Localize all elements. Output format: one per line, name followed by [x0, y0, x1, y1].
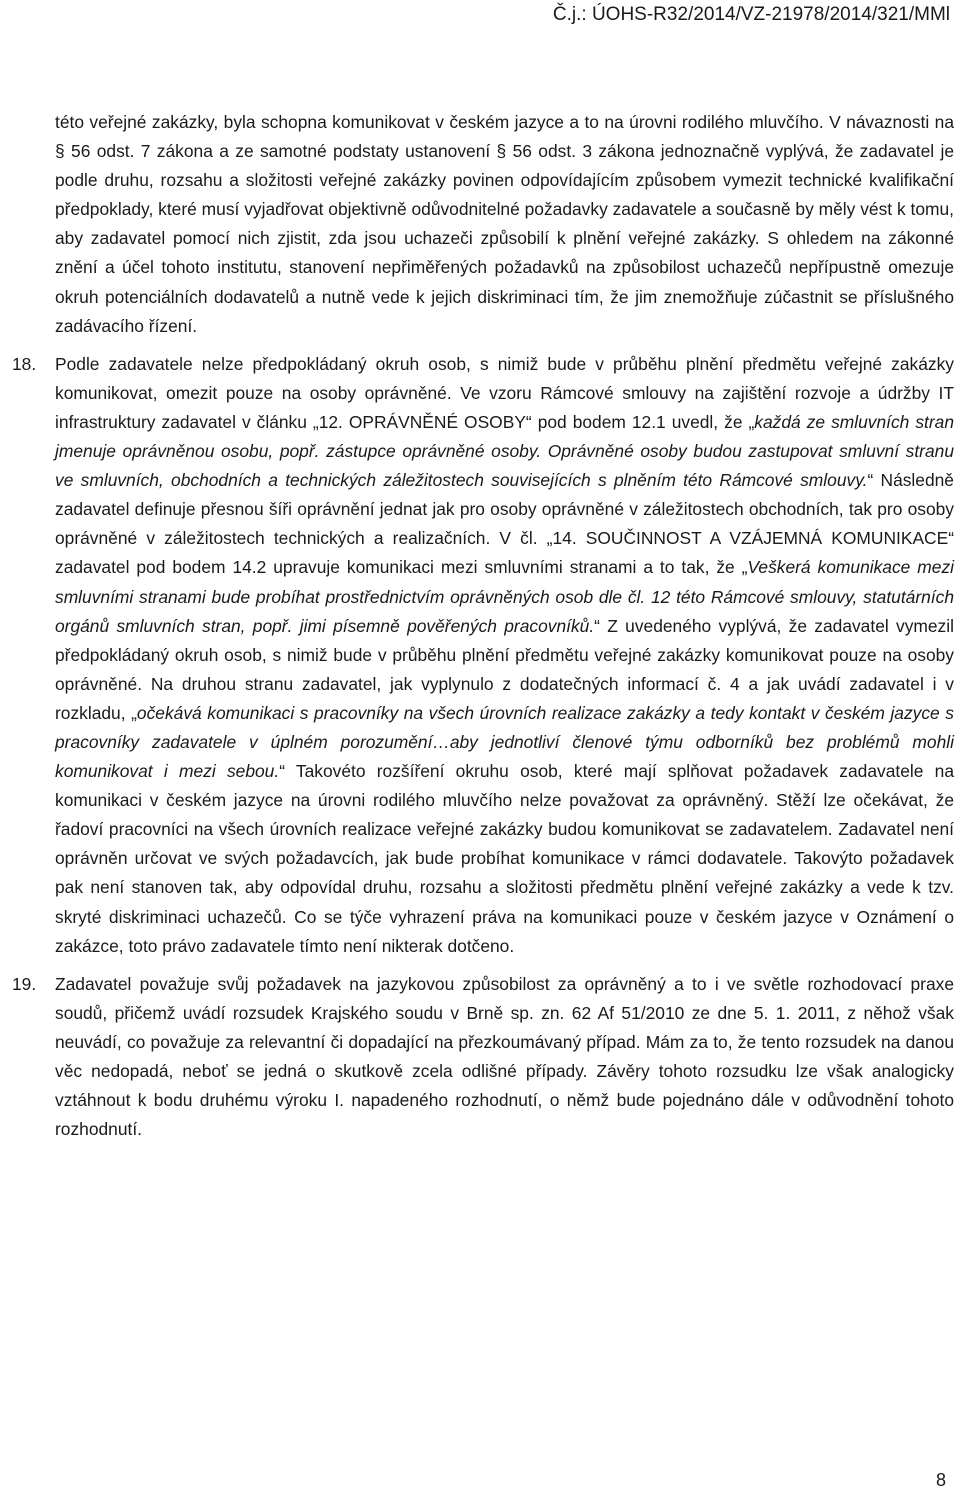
- quoted-contract-text: Veškerá komunikace mezi smluvními stranami bude probíhat prostřednictvím oprávněných osob dle čl. 12 této Rámcové smlouvy, statutárních orgánů smluvních stran, popř. jimi písemně pověřených pracovníků.: [55, 557, 954, 636]
- paragraph-text-segment: “ Z uvedeného vyplývá, že zadavatel vymezil předpokládaný okruh osob, s nimiž bude v průběhu plnění předmětu veřejné zakázky komunikovat pouze na osoby oprávněné. Na druhou stranu zadavatel, jak vyplynulo z dodatečných informací č. 4 a jak uvádí zadavatel i v rozkladu, „: [55, 615, 954, 723]
- quoted-appeal-text: očekává komunikaci s pracovníky na všech úrovních realizace zakázky a tedy kontakt v českém jazyce s pracovníky zadavatele v úplném porozumění…aby jednotliví členové týmu odborníků bez problémů mohli komunikovat i mezi sebou.: [55, 702, 954, 782]
- paragraph-text-segment: “ Následně zadavatel definuje přesnou šíři oprávnění jednat jak pro osoby oprávněné v záležitostech obchodních, tak pro osoby oprávněné v záležitostech technických a realizačních. V čl. „14. SOUČINNOST A VZÁJEMNÁ KOMUNIKACE“ zadavatel pod bodem 14.2 upravuje komunikaci mezi smluvními stranami a to tak, že „: [55, 470, 954, 578]
- paragraph-number: 19.: [12, 973, 37, 994]
- document-body: [0, 108, 960, 1144]
- paragraph-text-segment: Podle zadavatele nelze předpokládaný okruh osob, s nimiž bude v průběhu plnění předmětu veřejné zakázky komunikovat, omezit pouze na osoby oprávněné. Ve vzoru Rámcové smlouvy na zajištění rozvoje a údržby IT infrastruktury zadavatel v článku „12. OPRÁVNĚNÉ OSOBY“ pod bodem 12.1 uvedl, že „: [55, 353, 954, 432]
- paragraph-text-segment: “ Takovéto rozšíření okruhu osob, které mají splňovat požadavek zadavatele na komunikaci v českém jazyce na úrovni rodilého mluvčího nelze považovat za oprávněný. Stěží lze očekávat, že řadoví pracovníci na všech úrovních realizace veřejné zakázky budou komunikovat se zadavatelem. Zadavatel není oprávněn určovat ve svých požadavcích, jak bude probíhat komunikace v rámci dodavatele. Takovýto požadavek pak není stanoven tak, aby odpovídal druhu, rozsahu a složitosti předmětu plnění veřejné zakázky a vede k tzv. skryté diskriminaci uchazečů. Co se týče vyhrazení práva na komunikaci pouze v českém jazyce v Oznámení o zakázce, toto právo zadavatele tímto není nikterak dotčeno.: [55, 761, 955, 956]
- paragraph-continuation: [0, 108, 960, 341]
- paragraph-number: 18.: [12, 353, 37, 374]
- document-reference-number: Č.j.: ÚOHS-R32/2014/VZ-21978/2014/321/MMl: [552, 4, 950, 25]
- paragraph-text: Zadavatel považuje svůj požadavek na jazykovou způsobilost za oprávněný a to i ve světle rozhodovací praxe soudů, přičemž uvádí rozsudek Krajského soudu v Brně sp. zn. 62 Af 51/2010 ze dne 5. 1. 2011, z něhož však neuvádí, co považuje za relevantní či dopadající na přezkoumávaný případ. Mám za to, že tento rozsudek na danou věc nedopadá, neboť se jedná o skutkově zcela odlišné případy. Závěry tohoto rozsudku lze však analogicky vztáhnout k bodu druhému výroku I. napadeného rozhodnutí, o němž bude pojednáno dále v odůvodnění tohoto rozhodnutí.: [55, 973, 954, 1140]
- page-number: 8: [935, 1470, 946, 1490]
- quoted-contract-text: každá ze smluvních stran jmenuje oprávněnou osobu, popř. zástupce oprávněné osoby. Oprávněné osoby budou zastupovat smluvní stranu ve smluvních, obchodních a technických záležitostech souvisejících s plněním této Rámcové smlouvy.: [55, 411, 955, 491]
- paragraph-18: [0, 350, 960, 961]
- paragraph-19: [0, 970, 960, 1145]
- paragraph-text: této veřejné zakázky, byla schopna komunikovat v českém jazyce a to na úrovni rodilého mluvčího. V návaznosti na § 56 odst. 7 zákona a ze samotné podstaty ustanovení § 56 odst. 3 zákona jednoznačně vyplývá, že zadavatel je podle druhu, rozsahu a složitosti veřejné zakázky povinen odpovídajícím způsobem vymezit technické kvalifikační předpoklady, které musí vyjadřovat objektivně odůvodnitelné požadavky zadavatele a současně by měly vést k tomu, aby zadavatel pomocí nich zjistit, zda jsou uchazeči způsobilí k plnění veřejné zakázky. S ohledem na zákonné znění a účel tohoto institutu, stanovení nepřiměřených požadavků na způsobilost uchazečů nepřípustně omezuje okruh potenciálních dodavatelů a nutně vede k jejich diskriminaci tím, že jim znemožňuje zúčastnit se příslušného zadávacího řízení.: [55, 112, 954, 336]
